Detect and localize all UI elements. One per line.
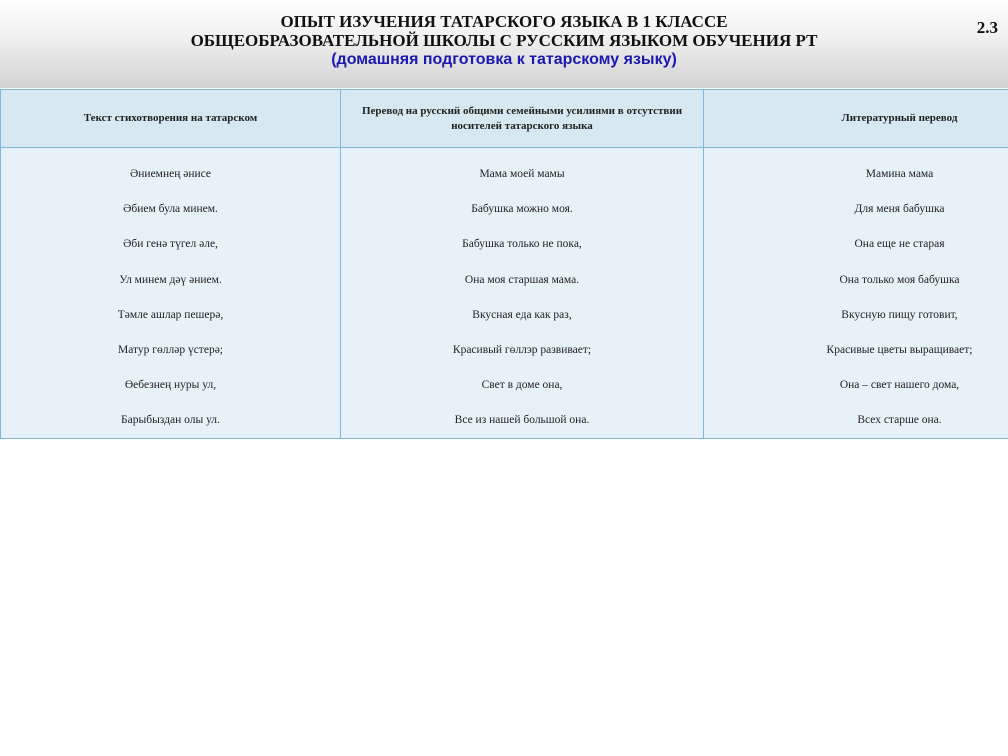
table-cell: Красивый гөллэр развивает; (341, 332, 704, 367)
table-cell: Барыбыздан олы ул. (1, 403, 341, 439)
table-cell: Мама моей мамы (341, 148, 704, 192)
table-row (1, 297, 1008, 332)
table-cell: Вкусную пищу готовит, (704, 297, 1008, 332)
column-header-literary-translation: Литературный перевод (704, 90, 1008, 148)
table-header-row (1, 90, 1008, 148)
table-row (1, 262, 1008, 297)
title-line-1: ОПЫТ ИЗУЧЕНИЯ ТАТАРСКОГО ЯЗЫКА В 1 КЛАССЕ (280, 12, 728, 31)
table-cell: Вкусная еда как раз, (341, 297, 704, 332)
table-cell: Она только моя бабушка (704, 262, 1008, 297)
table-cell: Свет в доме она, (341, 368, 704, 403)
table-row (1, 368, 1008, 403)
table-cell: Әбием була минем. (1, 192, 341, 227)
title-block (0, 12, 1008, 69)
title-line-2: ОБЩЕОБРАЗОВАТЕЛЬНОЙ ШКОЛЫ С РУССКИМ ЯЗЫКОМ ОБУЧЕНИЯ РТ (190, 31, 818, 50)
table-cell: Әниемнең әнисе (1, 148, 341, 192)
table-row (1, 148, 1008, 192)
table-cell: Матур гөлләр үстерә; (1, 332, 341, 367)
table-cell: Бабушка можно моя. (341, 192, 704, 227)
table-cell: Всех старше она. (704, 403, 1008, 439)
table-row (1, 403, 1008, 439)
table-cell: Мамина мама (704, 148, 1008, 192)
translation-table (0, 89, 1008, 439)
table-cell: Она – свет нашего дома, (704, 368, 1008, 403)
table-row (1, 332, 1008, 367)
header-banner (0, 0, 1008, 88)
table-cell: Все из нашей большой она. (341, 403, 704, 439)
table-row (1, 227, 1008, 262)
table-cell: Она моя старшая мама. (341, 262, 704, 297)
table-cell: Бабушка только не пока, (341, 227, 704, 262)
table-cell: Она еще не старая (704, 227, 1008, 262)
table-cell: Красивые цветы выращивает; (704, 332, 1008, 367)
column-header-tatar: Текст стихотворения на татарском (1, 90, 341, 148)
table-cell: Әби генә түгел әле, (1, 227, 341, 262)
table-cell: Для меня бабушка (704, 192, 1008, 227)
table-cell: Ул минем дәү әнием. (1, 262, 341, 297)
table-cell: Өебезнең нуры ул, (1, 368, 341, 403)
slide-number: 2.3 (976, 18, 998, 37)
column-header-family-translation: Перевод на русский общими семейными усилиями в отсутствии носителей татарского языка (341, 90, 704, 148)
table-row (1, 192, 1008, 227)
subtitle: (домашняя подготовка к татарскому языку) (331, 51, 677, 68)
table-cell: Тәмле ашлар пешерә, (1, 297, 341, 332)
